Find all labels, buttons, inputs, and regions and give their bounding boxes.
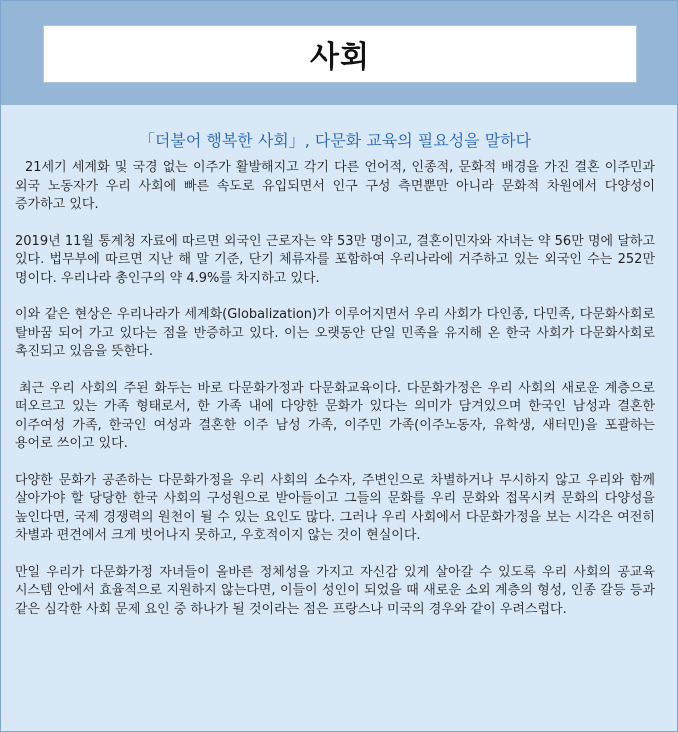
article-subtitle: 「더불어 행복한 사회」, 다문화 교육의 필요성을 말하다 bbox=[138, 131, 532, 150]
article-body bbox=[15, 131, 655, 637]
paragraph-5: 다양한 문화가 공존하는 다문화가정을 우리 사회의 소수자, 주변인으로 차별하거나 무시하지 않고 우리와 함께 살아가야 할 당당한 한국 사회의 구성원으로 받아들이고 그들의 문화를 우리 문화와 접목시켜 문화의 다양성을 높인다면, 국제 경쟁력의 원천이 될 수 있는 요인도 많다. 그러나 우리 사회에서 다문화가정을 보는 시각은 여전히 차별과 편견에서 크게 벗어나지 못하고, 우호적이지 않는 것이 현실이다. bbox=[15, 472, 655, 543]
page-title: 사회 bbox=[310, 40, 370, 75]
paragraph-6: 만일 우리가 다문화가정 자녀들이 올바른 정체성을 가지고 자신감 있게 살아갈 수 있도록 우리 사회의 공교육 시스템 안에서 효율적으로 지원하지 않는다면, 이들이 성인이 되었을 때 새로운 소외 계층의 형성, 인종 갈등 등과 같은 심각한 사회 문제 요인 중 하나가 될 것이라는 점은 프랑스나 미국의 경우와 같이 우려스럽다. bbox=[15, 564, 655, 617]
header-band bbox=[1, 1, 677, 105]
paragraph-1: 21세기 세계화 및 국경 없는 이주가 활발해지고 각기 다른 언어적, 인종적, 문화적 배경을 가진 결혼 이주민과 외국 노동자가 우리 사회에 빠른 속도로 유입되면서 인구 구성 측면뿐만 아니라 문화적 차원에서 다양성이 증가하고 있다. bbox=[15, 160, 655, 212]
paragraph-4: 최근 우리 사회의 주된 화두는 바로 다문화가정과 다문화교육이다. 다문화가정은 우리 사회의 새로운 계층으로 떠오르고 있는 가족 형태로서, 한 가족 내에 다양한 문화가 있다는 의미가 담겨있으며 한국인 남성과 결혼한 이주여성 가족, 한국인 여성과 결혼한 이주 남성 가족, 이주민 가족(이주노동자, 유학생, 새터민)을 포괄하는 용어로 쓰이고 있다. bbox=[15, 380, 655, 451]
title-box bbox=[43, 25, 637, 83]
paragraph-2: 2019년 11월 통계청 자료에 따르면 외국인 근로자는 약 53만 명이고, 결혼이민자와 자녀는 약 56만 명에 달하고 있다. 법무부에 따르면 지난 해 말 기준, 단기 체류자를 포함하여 우리나라에 거주하고 있는 외국인 수는 252만 명이다. 우리나라 총인구의 약 4.9%를 차지하고 있다. bbox=[15, 233, 655, 286]
paragraph-3: 이와 같은 현상은 우리나라가 세계화(Globalization)가 이루어지면서 우리 사회가 다인종, 다민족, 다문화사회로 탈바꿈 되어 가고 있다는 점을 반증하고 있다. 이는 오랫동안 단일 민족을 유지해 온 한국 사회가 다문화사회로 촉진되고 있음을 뜻한다. bbox=[15, 307, 655, 359]
